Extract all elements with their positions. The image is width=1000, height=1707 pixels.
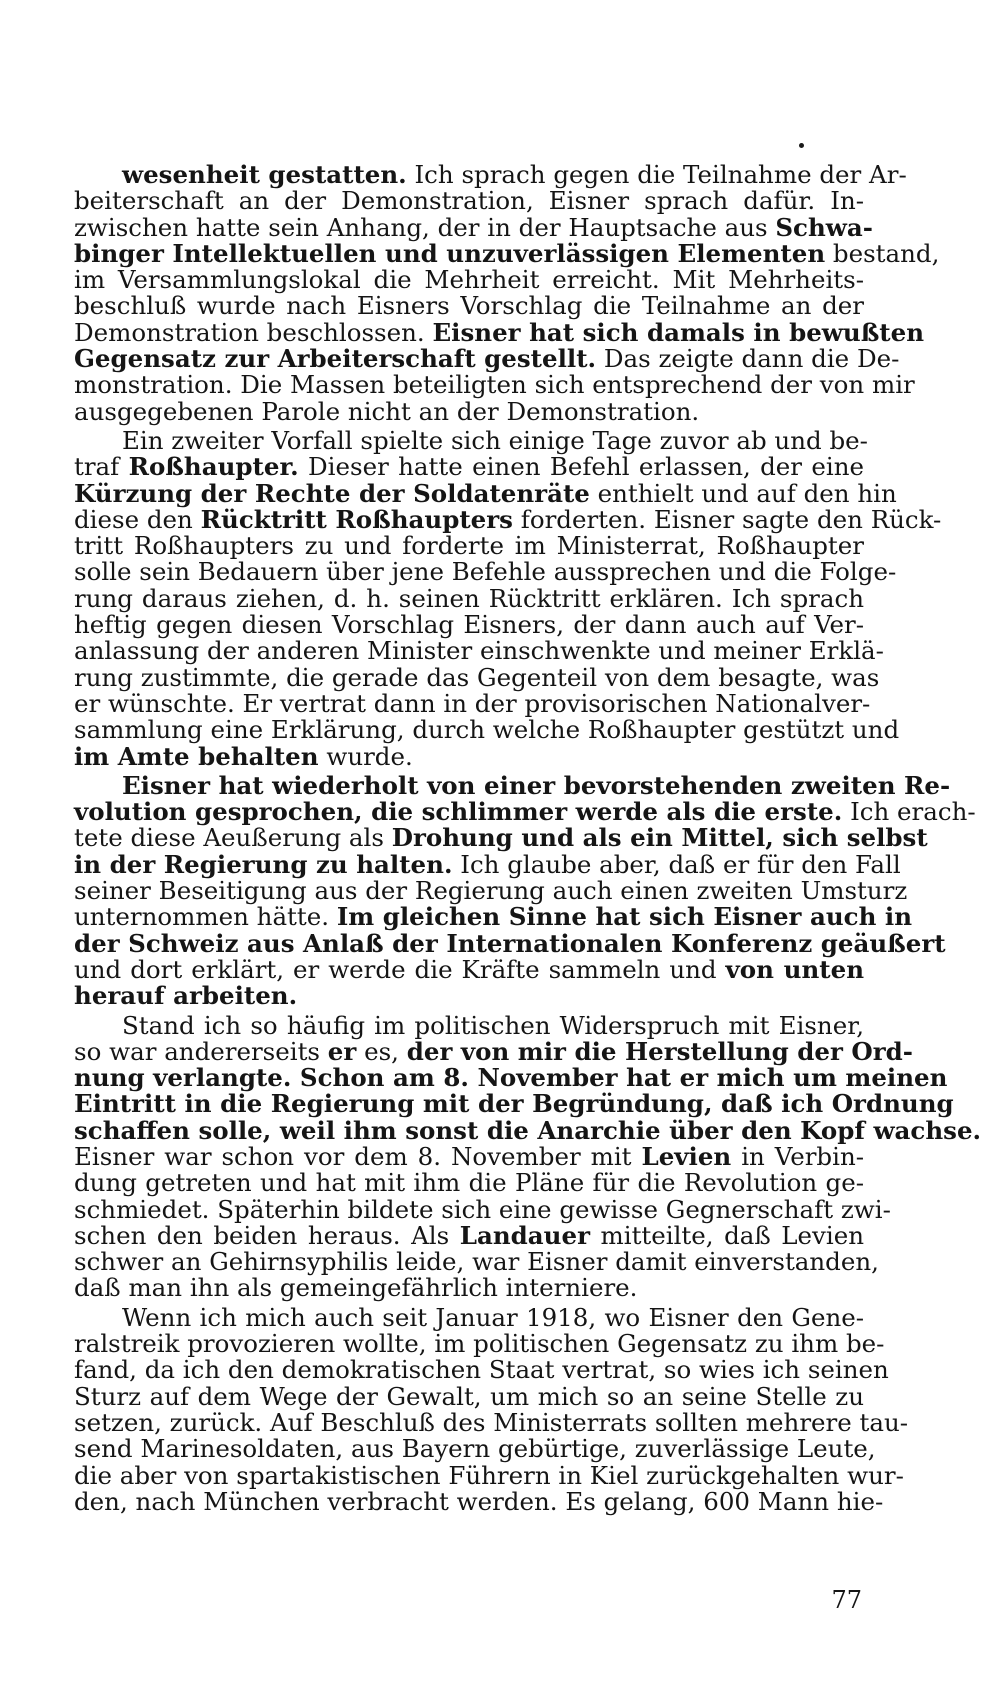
text-line <box>74 1381 864 1411</box>
text-line <box>74 928 946 958</box>
text-run: enthielt und auf den hin <box>589 478 897 508</box>
text-run: Ich sprach gegen die Teilnahme der Ar- <box>406 160 907 189</box>
emphasized-text: Roßhaupter. <box>128 452 299 482</box>
text-run: schen den beiden heraus. Als <box>74 1220 460 1250</box>
text-run: im Versammlungslokal die Mehrheit erreicht. Mit Mehrheits- <box>74 265 864 295</box>
text-run: und dort erklärt, er werde die Kräfte sammeln und <box>74 954 726 984</box>
text-line <box>74 823 928 853</box>
text-run: send Marinesoldaten, aus Bayern gebürtige, zuverlässige Leute, <box>74 1434 876 1464</box>
text-run: so war andererseits <box>74 1036 328 1066</box>
emphasized-text: Landauer <box>459 1220 590 1250</box>
text-run: fand, da ich den demokratischen Staat vertrat, so wies ich seinen <box>74 1355 889 1385</box>
emphasized-text: volution gesprochen, die schlimmer werde als die erste. <box>74 797 843 827</box>
text-run: Eisner war schon vor dem 8. November mit <box>74 1141 642 1171</box>
text-line <box>74 1220 864 1250</box>
text-run: Demonstration beschlossen. <box>74 317 433 347</box>
text-line <box>74 1275 864 1301</box>
text-run: traf <box>74 452 129 482</box>
text-line <box>74 1407 909 1437</box>
emphasized-text: wesenheit gestatten. <box>122 160 407 189</box>
text-run: es, <box>356 1036 407 1066</box>
emphasized-text: Rücktritt Roßhaupters <box>200 504 513 534</box>
text-line <box>74 983 864 1009</box>
text-line <box>74 317 925 347</box>
text-run: Sturz auf dem Wege der Gewalt, um mich so an seine Stelle zu <box>74 1381 864 1411</box>
text-line <box>74 1036 913 1066</box>
text-run: sammlung eine Erklärung, durch welche Roßhaupter gestützt und <box>74 715 900 745</box>
text-run: tritt Roßhaupters zu und forderte im Ministerrat, Roßhaupter <box>74 531 864 561</box>
page-body <box>74 160 982 1516</box>
text-line <box>74 1063 948 1093</box>
text-run: heftig gegen diesen Vorschlag Eisners, der dann auch auf Ver- <box>74 610 864 640</box>
text-run: in Verbin- <box>731 1141 865 1171</box>
text-line <box>74 1302 864 1332</box>
text-line <box>74 662 880 692</box>
text-run: tete diese Aeußerung als <box>74 823 392 853</box>
text-line <box>74 1194 891 1224</box>
text-run: er wünschte. Er vertrat dann in der provisorischen Nationalver- <box>74 688 871 718</box>
text-line <box>74 715 900 745</box>
text-line <box>74 454 864 480</box>
emphasized-text: der Schweiz aus Anlaß der Internationalen Konferenz geäußert <box>74 928 946 958</box>
text-run: forderten. Eisner sagte den Rück- <box>512 504 942 534</box>
emphasized-text: Levien <box>641 1141 732 1171</box>
emphasized-text: Gegensatz zur Arbeiterschaft gestellt. <box>74 344 597 374</box>
text-run: schmiedet. Späterhin bildete sich eine gewisse Gegnerschaft zwi- <box>74 1194 891 1224</box>
text-run: Ich erach- <box>842 797 976 827</box>
text-run: solle sein Bedauern über jene Befehle aussprechen und die Folge- <box>74 557 897 587</box>
text-run: diese den <box>74 504 201 534</box>
text-line <box>74 849 901 879</box>
paragraph <box>74 160 940 426</box>
text-run: unternommen hätte. <box>74 902 337 932</box>
text-line <box>74 1170 864 1196</box>
text-run: ausgegebenen Parole nicht an der Demonstration. <box>74 396 700 426</box>
paragraph <box>74 1010 982 1303</box>
page-number: 77 <box>831 1586 862 1614</box>
text-line <box>74 1115 982 1145</box>
text-run: bestand, <box>825 238 940 268</box>
text-run: zwischen hatte sein Anhang, der in der Hauptsache aus <box>74 212 776 242</box>
text-line <box>74 1141 865 1171</box>
emphasized-text: Eisner hat wiederholt von einer bevorstehenden zweiten Re- <box>122 770 951 800</box>
text-line <box>74 688 871 718</box>
text-line <box>74 797 976 827</box>
print-speck <box>799 143 804 148</box>
text-run: rung zustimmte, die gerade das Gegenteil von dem besagte, was <box>74 662 880 692</box>
text-run: Dieser hatte einen Befehl erlassen, der eine <box>298 452 864 482</box>
text-line <box>74 1010 864 1040</box>
text-line <box>74 238 940 268</box>
text-line <box>74 425 868 455</box>
text-line <box>74 160 907 189</box>
text-line <box>74 478 897 508</box>
emphasized-text: nung verlangte. Schon am 8. November hat er mich um meinen <box>74 1063 948 1093</box>
text-run: setzen, zurück. Auf Beschluß des Ministerrats sollten mehrere tau- <box>74 1407 909 1437</box>
text-run: anlassung der anderen Minister einschwenkte und meiner Erklä- <box>74 636 884 666</box>
text-line <box>74 741 864 771</box>
text-line <box>74 1355 889 1385</box>
text-line <box>74 504 942 534</box>
emphasized-text: Eisner hat sich damals in bewußten <box>432 317 925 347</box>
text-run: die aber von spartakistischen Führern in Kiel zurückgehalten wur- <box>74 1460 904 1490</box>
text-run: Ein zweiter Vorfall spielte sich einige Tage zuvor ab und be- <box>122 425 868 455</box>
text-line <box>74 344 900 374</box>
text-run: mitteilte, daß Levien <box>589 1220 864 1250</box>
emphasized-text: von unten <box>725 954 865 984</box>
emphasized-text: Eintritt in die Regierung mit der Begründung, daß ich Ordnung <box>74 1089 954 1119</box>
text-line <box>74 1247 879 1277</box>
text-run: schwer an Gehirnsyphilis leide, war Eisner damit einverstanden, <box>74 1247 879 1277</box>
emphasized-text: der von mir die Herstellung der Ord- <box>406 1036 913 1066</box>
text-run: beschluß wurde nach Eisners Vorschlag die Teilnahme an der <box>74 291 864 321</box>
text-line <box>74 1486 884 1516</box>
emphasized-text: Schwa- <box>775 212 873 242</box>
text-line <box>74 533 864 559</box>
emphasized-text: in der Regierung zu halten. <box>74 849 453 879</box>
text-line <box>74 396 864 426</box>
text-run: dung getreten und hat mit ihm die Pläne für die Revolution ge- <box>74 1168 864 1198</box>
text-line <box>74 636 884 666</box>
emphasized-text: Im gleichen Sinne hat sich Eisner auch in <box>336 902 913 932</box>
emphasized-text: Drohung und als ein Mittel, sich selbst <box>391 823 928 853</box>
text-line <box>74 1460 904 1490</box>
text-run: Stand ich so häufig im politischen Widerspruch mit Eisner, <box>122 1010 864 1040</box>
text-run: Das zeigte dann die De- <box>596 344 900 374</box>
emphasized-text: schaffen solle, weil ihm sonst die Anarchie über den Kopf wachse. <box>74 1115 982 1145</box>
text-line <box>74 1434 876 1464</box>
paragraph <box>74 770 976 1011</box>
text-run: monstration. Die Massen beteiligten sich entsprechend der von mir <box>74 370 915 400</box>
text-run: ralstreik provozieren wollte, im politischen Gegensatz zu ihm be- <box>74 1329 885 1359</box>
text-run: seiner Beseitigung aus der Regierung auch einen zweiten Umsturz <box>74 876 908 906</box>
emphasized-text: herauf arbeiten. <box>74 981 298 1011</box>
text-line <box>74 1089 954 1119</box>
text-run: Wenn ich mich auch seit Januar 1918, wo Eisner den Gene- <box>122 1302 864 1332</box>
text-run: wurde. <box>318 741 413 771</box>
text-run: beiterschaft an der Demonstration, Eisner sprach dafür. In- <box>74 186 864 216</box>
text-run: daß man ihn als gemeingefährlich interniere. <box>74 1273 638 1303</box>
emphasized-text: binger Intellektuellen und unzuverlässigen Elementen <box>74 238 826 268</box>
text-line <box>74 876 908 906</box>
text-line <box>74 954 865 984</box>
text-line <box>74 612 864 638</box>
text-line <box>74 188 864 214</box>
text-line <box>74 557 897 587</box>
emphasized-text: er <box>327 1036 357 1066</box>
text-line <box>74 370 915 400</box>
text-line <box>74 583 864 613</box>
text-run: Ich glaube aber, daß er für den Fall <box>452 849 901 879</box>
emphasized-text: Kürzung der Rechte der Soldatenräte <box>74 478 590 508</box>
text-line <box>74 770 951 800</box>
emphasized-text: im Amte behalten <box>74 741 319 771</box>
text-line <box>74 293 864 319</box>
text-line <box>74 1329 885 1359</box>
text-line <box>74 267 864 293</box>
paragraph <box>74 1302 909 1516</box>
text-line <box>74 902 913 932</box>
paragraph <box>74 425 942 771</box>
text-run: rung daraus ziehen, d. h. seinen Rücktritt erklären. Ich sprach <box>74 583 864 613</box>
text-run: den, nach München verbracht werden. Es gelang, 600 Mann hie- <box>74 1486 884 1516</box>
text-line <box>74 212 873 242</box>
